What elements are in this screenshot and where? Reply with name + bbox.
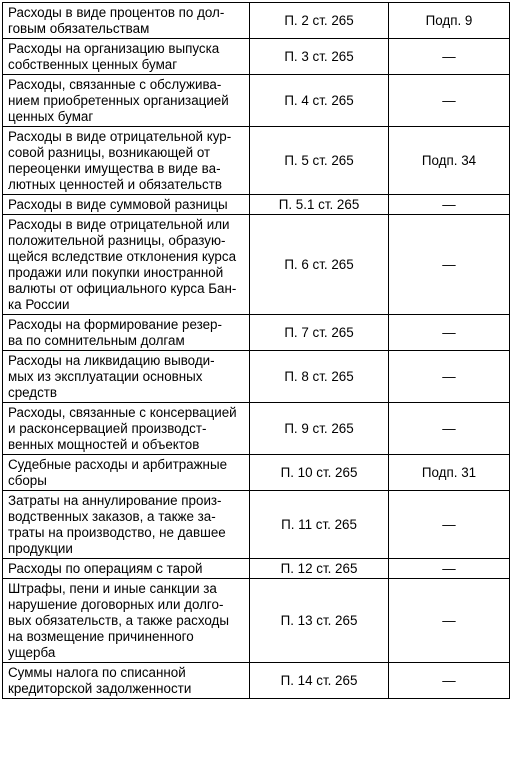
expense-description: Затраты на аннулирование произ- водственных заказов, а также за- траты на производство, не давшее продукции [3, 491, 250, 559]
expense-description: Суммы налога по списанной кредиторской задолженности [3, 663, 250, 699]
tax-code-reference: П. 8 ст. 265 [250, 351, 389, 403]
tax-code-reference: П. 13 ст. 265 [250, 579, 389, 663]
tax-code-reference: П. 5 ст. 265 [250, 127, 389, 195]
table-row [3, 403, 510, 455]
subparagraph-reference: — [389, 491, 510, 559]
expense-description: Судебные расходы и арбитражные сборы [3, 455, 250, 491]
subparagraph-reference: — [389, 403, 510, 455]
subparagraph-reference: — [389, 215, 510, 315]
expense-description: Расходы, связанные с обслужива- нием приобретенных организацией ценных бумаг [3, 75, 250, 127]
table-body [3, 3, 510, 699]
subparagraph-reference: — [389, 75, 510, 127]
tax-code-reference: П. 5.1 ст. 265 [250, 195, 389, 215]
subparagraph-reference: — [389, 195, 510, 215]
subparagraph-reference: — [389, 663, 510, 699]
expense-description: Расходы в виде суммовой разницы [3, 195, 250, 215]
tax-code-reference: П. 14 ст. 265 [250, 663, 389, 699]
tax-code-reference: П. 10 ст. 265 [250, 455, 389, 491]
expense-description: Расходы в виде процентов по дол- говым обязательствам [3, 3, 250, 39]
expense-description: Расходы на формирование резер- ва по сомнительным долгам [3, 315, 250, 351]
expense-description: Штрафы, пени и иные санкции за нарушение договорных или долго- вых обязательств, а также расходы на возмещение причиненного ущерба [3, 579, 250, 663]
subparagraph-reference: Подп. 9 [389, 3, 510, 39]
tax-code-reference: П. 2 ст. 265 [250, 3, 389, 39]
table-row [3, 315, 510, 351]
subparagraph-reference: Подп. 31 [389, 455, 510, 491]
tax-code-reference: П. 4 ст. 265 [250, 75, 389, 127]
tax-code-reference: П. 11 ст. 265 [250, 491, 389, 559]
subparagraph-reference: Подп. 34 [389, 127, 510, 195]
subparagraph-reference: — [389, 39, 510, 75]
table-row [3, 351, 510, 403]
expense-description: Расходы на организацию выпуска собственных ценных бумаг [3, 39, 250, 75]
expense-description: Расходы, связанные с консервацией и расконсервацией производст- венных мощностей и объектов [3, 403, 250, 455]
table-row [3, 195, 510, 215]
expense-description: Расходы на ликвидацию выводи- мых из эксплуатации основных средств [3, 351, 250, 403]
subparagraph-reference: — [389, 579, 510, 663]
subparagraph-reference: — [389, 315, 510, 351]
subparagraph-reference: — [389, 351, 510, 403]
tax-code-reference: П. 12 ст. 265 [250, 559, 389, 579]
table-row [3, 127, 510, 195]
tax-code-reference: П. 3 ст. 265 [250, 39, 389, 75]
tax-code-reference: П. 7 ст. 265 [250, 315, 389, 351]
table-row [3, 75, 510, 127]
table-row [3, 559, 510, 579]
table-row [3, 39, 510, 75]
tax-code-reference: П. 9 ст. 265 [250, 403, 389, 455]
table-row [3, 455, 510, 491]
table-row [3, 579, 510, 663]
expense-description: Расходы в виде отрицательной кур- совой разницы, возникающей от переоценки имущества в виде ва- лютных ценностей и обязательств [3, 127, 250, 195]
table-row [3, 663, 510, 699]
table-row [3, 491, 510, 559]
expenses-table [2, 2, 510, 699]
table-row [3, 215, 510, 315]
tax-code-reference: П. 6 ст. 265 [250, 215, 389, 315]
expense-description: Расходы в виде отрицательной или положительной разницы, образую- щейся вследствие отклонения курса продажи или покупки иностранной валюты от официального курса Бан- ка России [3, 215, 250, 315]
expense-description: Расходы по операциям с тарой [3, 559, 250, 579]
subparagraph-reference: — [389, 559, 510, 579]
table-row [3, 3, 510, 39]
